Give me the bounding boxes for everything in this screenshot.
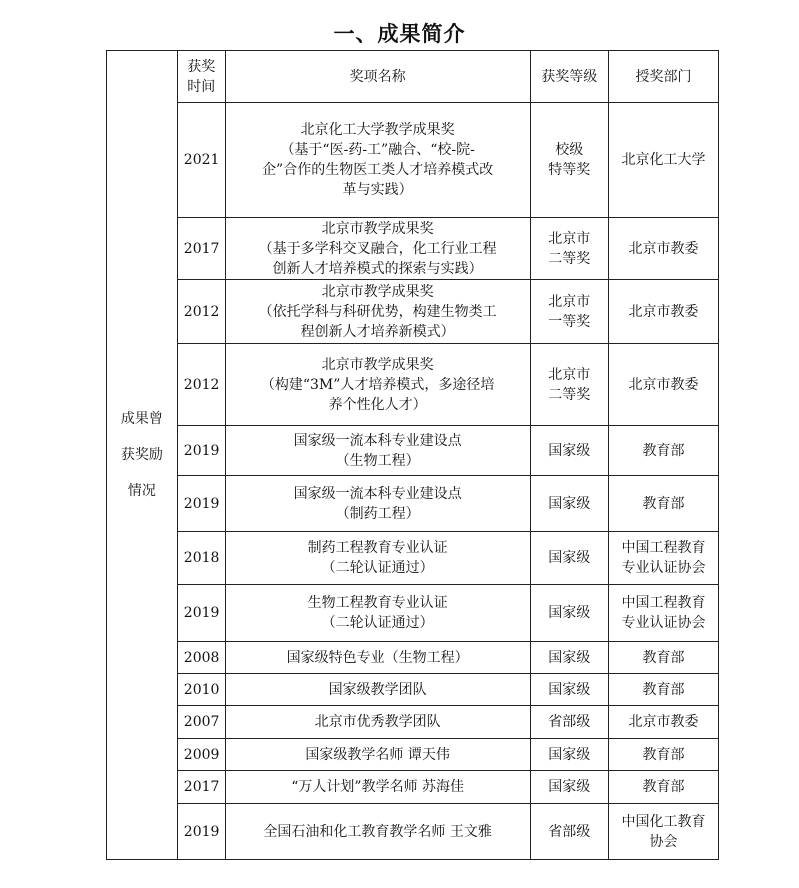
- award-level-line: 国家级: [548, 779, 591, 795]
- award-dept: [608, 280, 718, 344]
- awards-table-body: [107, 51, 719, 860]
- award-level-line: 国家级: [548, 495, 591, 512]
- header-year-line: 时间: [187, 78, 216, 95]
- award-year: 2018: [177, 532, 225, 585]
- table-row: [107, 218, 719, 280]
- award-name-line: 北京市教学成果奖: [321, 220, 434, 237]
- award-dept: [608, 804, 718, 860]
- award-level: [530, 344, 608, 426]
- award-level: [530, 476, 608, 532]
- award-level: [530, 739, 608, 771]
- award-name-line: 企”合作的生物医工类人才培养模式改: [262, 162, 494, 178]
- award-dept: [608, 476, 718, 532]
- awards-table: [106, 50, 719, 860]
- award-level-line: 国家级: [548, 550, 591, 566]
- award-name-line: 革与实践）: [342, 182, 413, 198]
- table-row: [107, 426, 719, 476]
- award-name: [225, 674, 530, 706]
- award-name-line: 北京化工大学教学成果奖: [300, 122, 455, 138]
- award-dept-line: 教育部: [642, 495, 685, 512]
- award-dept-line: 教育部: [642, 442, 685, 459]
- side-label-line: 情况: [127, 483, 156, 499]
- award-year: 2012: [177, 280, 225, 344]
- award-dept-line: 北京市教委: [628, 240, 699, 257]
- award-name-line: 北京市优秀教学团队: [314, 714, 441, 730]
- award-dept-line: 教育部: [642, 779, 685, 795]
- table-row: [107, 674, 719, 706]
- award-name: [225, 218, 530, 280]
- award-year: 2012: [177, 344, 225, 426]
- award-dept-line: 中国化工教育: [621, 813, 706, 830]
- header-name: 奖项名称: [225, 51, 530, 103]
- award-name-line: 北京市教学成果奖: [321, 283, 434, 300]
- award-dept-line: 北京市教委: [628, 714, 699, 730]
- award-name: [225, 103, 530, 218]
- award-level: [530, 532, 608, 585]
- award-name-line: 生物工程教育专业认证: [307, 595, 448, 611]
- table-row: [107, 585, 719, 642]
- award-year: 2017: [177, 771, 225, 804]
- award-level: [530, 674, 608, 706]
- award-name: [225, 804, 530, 860]
- award-name-line: （二轮认证通过）: [321, 615, 434, 631]
- table-row: [107, 804, 719, 860]
- award-dept: [608, 674, 718, 706]
- award-level: [530, 103, 608, 218]
- award-year: 2009: [177, 739, 225, 771]
- award-dept: [608, 103, 718, 218]
- header-year: [177, 51, 225, 103]
- award-name-line: 养个性化人才）: [328, 396, 427, 413]
- award-name-line: 创新人才培养模式的探索与实践）: [272, 260, 483, 277]
- award-dept: [608, 771, 718, 804]
- side-label-line: 成果曾: [120, 411, 163, 427]
- award-level-line: 北京市: [548, 366, 591, 383]
- award-dept: [608, 706, 718, 739]
- award-dept: [608, 218, 718, 280]
- award-name-line: 国家级特色专业（生物工程）: [286, 649, 469, 666]
- header-level: 获奖等级: [530, 51, 608, 103]
- table-row: [107, 532, 719, 585]
- award-name-line: 程创新人才培养新模式）: [300, 323, 455, 340]
- award-name-line: （制药工程）: [335, 505, 420, 522]
- award-year: 2010: [177, 674, 225, 706]
- award-name-line: 制药工程教育专业认证: [307, 540, 448, 556]
- award-level-line: 二等奖: [548, 250, 591, 267]
- award-dept-line: 教育部: [642, 746, 685, 763]
- award-year: 2017: [177, 218, 225, 280]
- award-level: [530, 280, 608, 344]
- award-dept-line: 北京化工大学: [621, 152, 706, 168]
- award-year: 2021: [177, 103, 225, 218]
- award-level-line: 国家级: [548, 442, 591, 459]
- award-level: [530, 585, 608, 642]
- award-level-line: 国家级: [548, 649, 591, 666]
- award-dept-line: 专业认证协会: [621, 560, 706, 576]
- award-year: 2007: [177, 706, 225, 739]
- award-year: 2008: [177, 642, 225, 674]
- table-row: [107, 706, 719, 739]
- table-row: [107, 344, 719, 426]
- side-label-line: 获奖励: [120, 447, 163, 463]
- award-dept-line: 教育部: [642, 649, 685, 666]
- award-level-line: 省部级: [548, 823, 591, 840]
- award-dept: [608, 585, 718, 642]
- award-name-line: （构建“3M”人才培养模式，多途径培: [260, 376, 495, 393]
- award-name: [225, 532, 530, 585]
- side-label-cell: [107, 51, 178, 860]
- award-name-line: 北京市教学成果奖: [321, 356, 434, 373]
- award-level-line: 特等奖: [548, 162, 591, 178]
- award-name-line: 全国石油和化工教育教学名师 王文雅: [263, 823, 492, 840]
- award-dept: [608, 739, 718, 771]
- table-row: [107, 739, 719, 771]
- award-level: [530, 804, 608, 860]
- award-name: [225, 642, 530, 674]
- award-dept-line: 专业认证协会: [621, 615, 706, 631]
- award-dept-line: 北京市教委: [628, 303, 699, 320]
- award-level-line: 国家级: [548, 746, 591, 763]
- award-name-line: “万人计划”教学名师 苏海佳: [291, 779, 465, 795]
- award-dept: [608, 344, 718, 426]
- award-level: [530, 218, 608, 280]
- table-row: [107, 771, 719, 804]
- award-year: 2019: [177, 585, 225, 642]
- header-dept: 授奖部门: [608, 51, 718, 103]
- table-row: [107, 476, 719, 532]
- award-level: [530, 642, 608, 674]
- award-name: [225, 585, 530, 642]
- award-name: [225, 476, 530, 532]
- award-name: [225, 771, 530, 804]
- award-level-line: 省部级: [548, 714, 591, 730]
- award-level-line: 二等奖: [548, 386, 591, 403]
- award-dept: [608, 532, 718, 585]
- award-level-line: 一等奖: [548, 313, 591, 330]
- award-name: [225, 280, 530, 344]
- award-name-line: （基于多学科交叉融合，化工行业工程: [258, 240, 497, 257]
- award-year: 2019: [177, 804, 225, 860]
- award-name-line: （生物工程）: [335, 452, 420, 469]
- award-dept-line: 中国工程教育: [621, 595, 706, 611]
- award-level-line: 北京市: [548, 230, 591, 247]
- award-level-line: 北京市: [548, 293, 591, 310]
- award-name-line: （二轮认证通过）: [321, 560, 434, 576]
- award-dept: [608, 426, 718, 476]
- award-dept-line: 协会: [649, 833, 678, 850]
- award-name: [225, 739, 530, 771]
- table-row: [107, 103, 719, 218]
- award-name-line: （基于“医-药-工”融合、“校-院-: [280, 142, 475, 158]
- award-level-line: 国家级: [548, 605, 591, 621]
- table-header-row: [107, 51, 719, 103]
- award-year: 2019: [177, 426, 225, 476]
- award-level-line: 国家级: [548, 681, 591, 698]
- award-name-line: 国家级教学名师 谭天伟: [305, 746, 450, 763]
- award-year: 2019: [177, 476, 225, 532]
- award-name-line: （依托学科与科研优势，构建生物类工: [258, 303, 497, 320]
- award-name: [225, 344, 530, 426]
- award-dept-line: 北京市教委: [628, 376, 699, 393]
- award-dept: [608, 642, 718, 674]
- table-row: [107, 642, 719, 674]
- award-level-line: 校级: [555, 142, 584, 158]
- award-level: [530, 771, 608, 804]
- award-name: [225, 706, 530, 739]
- award-name-line: 国家级一流本科专业建设点: [293, 432, 462, 449]
- award-name: [225, 426, 530, 476]
- award-dept-line: 教育部: [642, 681, 685, 698]
- award-level: [530, 706, 608, 739]
- table-row: [107, 280, 719, 344]
- award-name-line: 国家级教学团队: [328, 681, 427, 698]
- section-title: 一、成果简介: [333, 22, 466, 46]
- award-level: [530, 426, 608, 476]
- header-year-line: 获奖: [187, 58, 216, 75]
- award-name-line: 国家级一流本科专业建设点: [293, 485, 462, 502]
- award-dept-line: 中国工程教育: [621, 540, 706, 556]
